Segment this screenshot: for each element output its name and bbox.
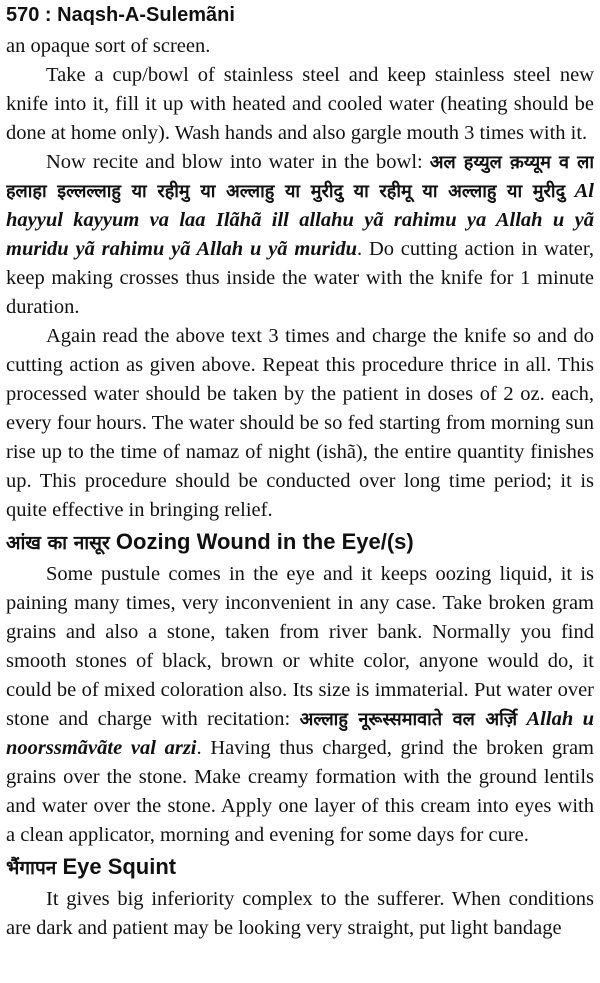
paragraph-continuation: an opaque sort of screen. xyxy=(6,35,211,57)
paragraph-eye-squint: It gives big inferiority complex to the sufferer. When conditions are dark and patient may be looking very straight, put light bandage xyxy=(6,888,594,939)
paragraph-recitation xyxy=(6,148,594,322)
recitation-transliteration: Al hayyul kayyum va laa Ilãhã ill allahu yã rahimu ya Allah u yã muridu yã rahimu yã Allah u yã muridu xyxy=(6,180,594,260)
heading-english: Oozing Wound in the Eye/(s) xyxy=(115,529,414,554)
paragraph-oozing-wound xyxy=(6,560,594,850)
heading-devanagari: आंख का नासूर xyxy=(6,532,110,554)
book-page xyxy=(6,0,594,983)
running-head: 570 : Naqsh-A-Sulemãni xyxy=(6,4,235,26)
oozing-wound-devanagari: अल्लाहु नूरूस्समावाते वल अर्ज़ि xyxy=(299,709,518,730)
oozing-wound-text-a: Some pustule comes in the eye and it keeps oozing liquid, it is paining many times, very inconvenient in any case. Take broken gram grains and also a stone, taken from river bank. Normally you find smooth stones of black, brown or white color, anyone would do, it could be of mixed coloration also. Its size is immaterial. Put water over stone and charge with recitation: xyxy=(6,563,594,730)
heading-devanagari: भैंगापन xyxy=(6,857,57,879)
recitation-intro-text: Now recite and blow into water in the bowl: xyxy=(46,151,430,173)
paragraph-repeat-procedure: Again read the above text 3 times and charge the knife so and do cutting action as given above. Repeat this procedure thrice in all. This processed water should be taken by the patient in doses of 2 oz. each, every four hours. The water should be so fed starting from morning sun rise up to the time of namaz of night (ishã), the entire quantity finishes up. This procedure should be conducted over long time period; it is quite effective in bringing relief. xyxy=(6,325,594,521)
recitation-devanagari: अल हय्युल क़य्यूम व ला हलाहा इल्लल्लाहु या रहीमु या अल्लाहु या मुरीदु या रहीमू या अल्लाहु या मुरीदु xyxy=(6,152,594,202)
heading-english: Eye Squint xyxy=(62,854,177,879)
section-heading-oozing-wound xyxy=(6,527,594,558)
paragraph-knife-preparation: Take a cup/bowl of stainless steel and keep stainless steel new knife into it, fill it up with heated and cooled water (heating should be done at home only). Wash hands and also gargle mouth 3 times with it. xyxy=(6,64,594,144)
oozing-wound-transliteration: Allah u noorssmãvãte val arzi xyxy=(6,708,594,759)
recitation-instructions: . Do cutting action in water, keep making crosses thus inside the water with the knife for 1 minute duration. xyxy=(6,238,594,318)
oozing-wound-text-b: . Having thus charged, grind the broken gram grains over the stone. Make creamy formation with the ground lentils and water over the stone. Apply one layer of this cream into eyes with a clean applicator, morning and evening for some days for cure. xyxy=(6,737,594,846)
section-heading-eye-squint xyxy=(6,852,594,883)
